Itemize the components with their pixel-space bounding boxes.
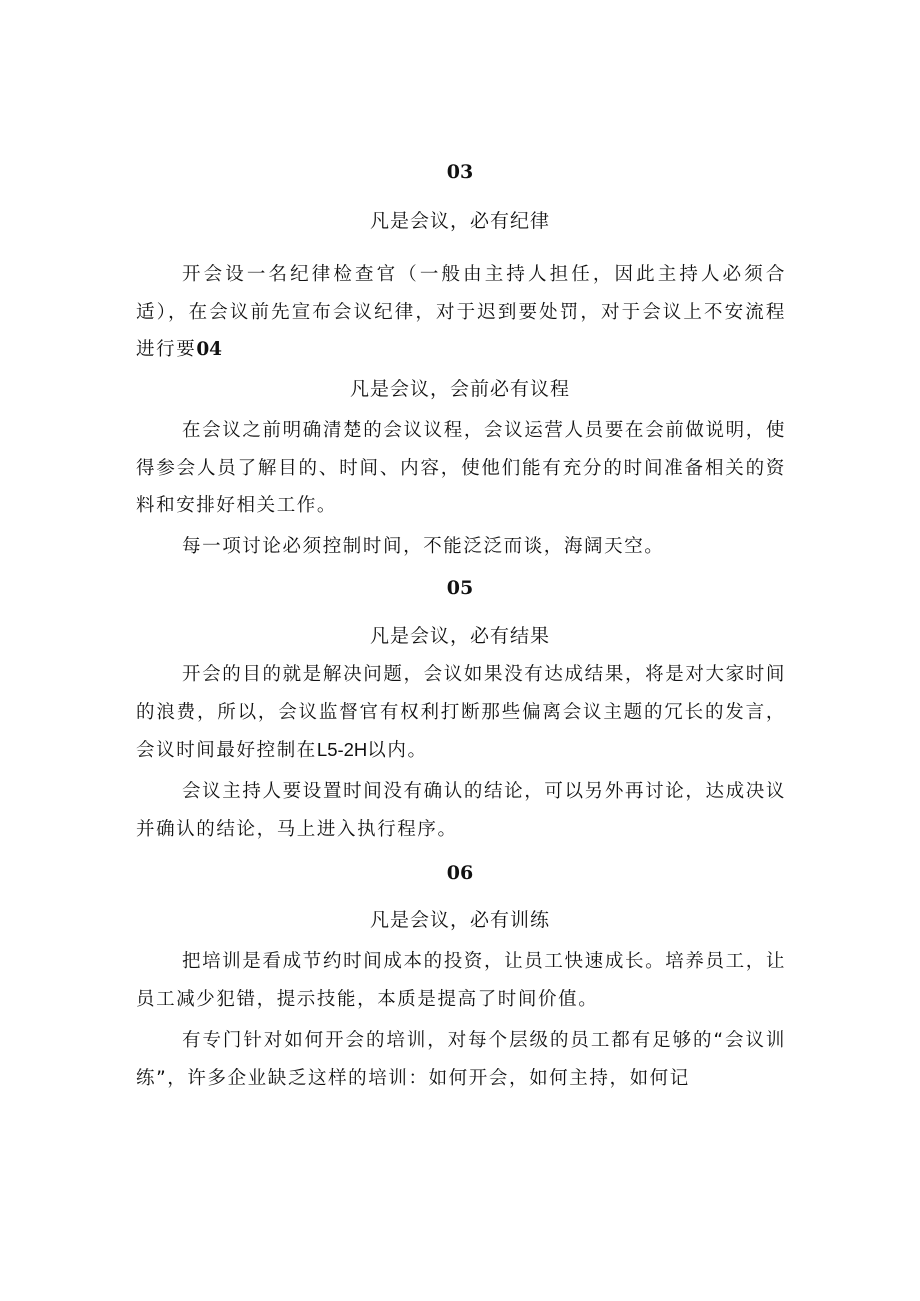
section-number-05: 05 <box>446 577 474 599</box>
section-05-paragraph-1-text: 开会的目的就是解决问题，会议如果没有达成结果，将是对大家时间的浪费，所以，会议监督官有权利打断那些偏离会议主题的冗长的发言，会议时间最好控制在 <box>136 664 786 761</box>
section-05-paragraph-2: 会议主持人要设置时间没有确认的结论，可以另外再讨论，达成决议并确认的结论，马上进入执行程序。 <box>136 781 786 840</box>
section-04-paragraph-1: 在会议之前明确清楚的会议议程，会议运营人员要在会前做说明，使得参会人员了解目的、时间、内容，使他们能有充分的时间准备相关的资料和安排好相关工作。 <box>136 420 786 516</box>
section-number-03: 03 <box>446 161 474 183</box>
time-limit-suffix: 以内。 <box>367 740 428 761</box>
section-04-paragraph-2: 每一项讨论必须控制时间，不能泛泛而谈，海阔天空。 <box>182 536 665 557</box>
time-limit-value: L5-2H <box>316 739 368 760</box>
section-06-paragraph-1: 把培训是看成节约时间成本的投资，让员工快速成长。培养员工，让员工减少犯错，提示技能，本质是提高了时间价值。 <box>136 951 786 1010</box>
section-05-paragraph-1 <box>136 656 786 770</box>
section-title-05: 凡是会议，必有结果 <box>369 625 550 647</box>
section-03-paragraph <box>136 256 786 369</box>
section-03-paragraph-text: 开会设一名纪律检查官（一般由主持人担任，因此主持人必须合适），在会议前先宣布会议纪律，对于迟到要处罚，对于会议上不安流程进行要 <box>136 264 786 360</box>
section-number-06: 06 <box>446 862 474 884</box>
section-number-04: 04 <box>196 339 223 360</box>
section-title-04: 凡是会议，会前必有议程 <box>349 378 570 400</box>
section-06-paragraph-2: 有专门针对如何开会的培训，对每个层级的员工都有足够的“会议训练”，许多企业缺乏这样的培训：如何开会，如何主持，如何记 <box>136 1030 786 1089</box>
section-title-03: 凡是会议，必有纪律 <box>369 210 550 232</box>
section-title-06: 凡是会议，必有训练 <box>369 909 550 931</box>
